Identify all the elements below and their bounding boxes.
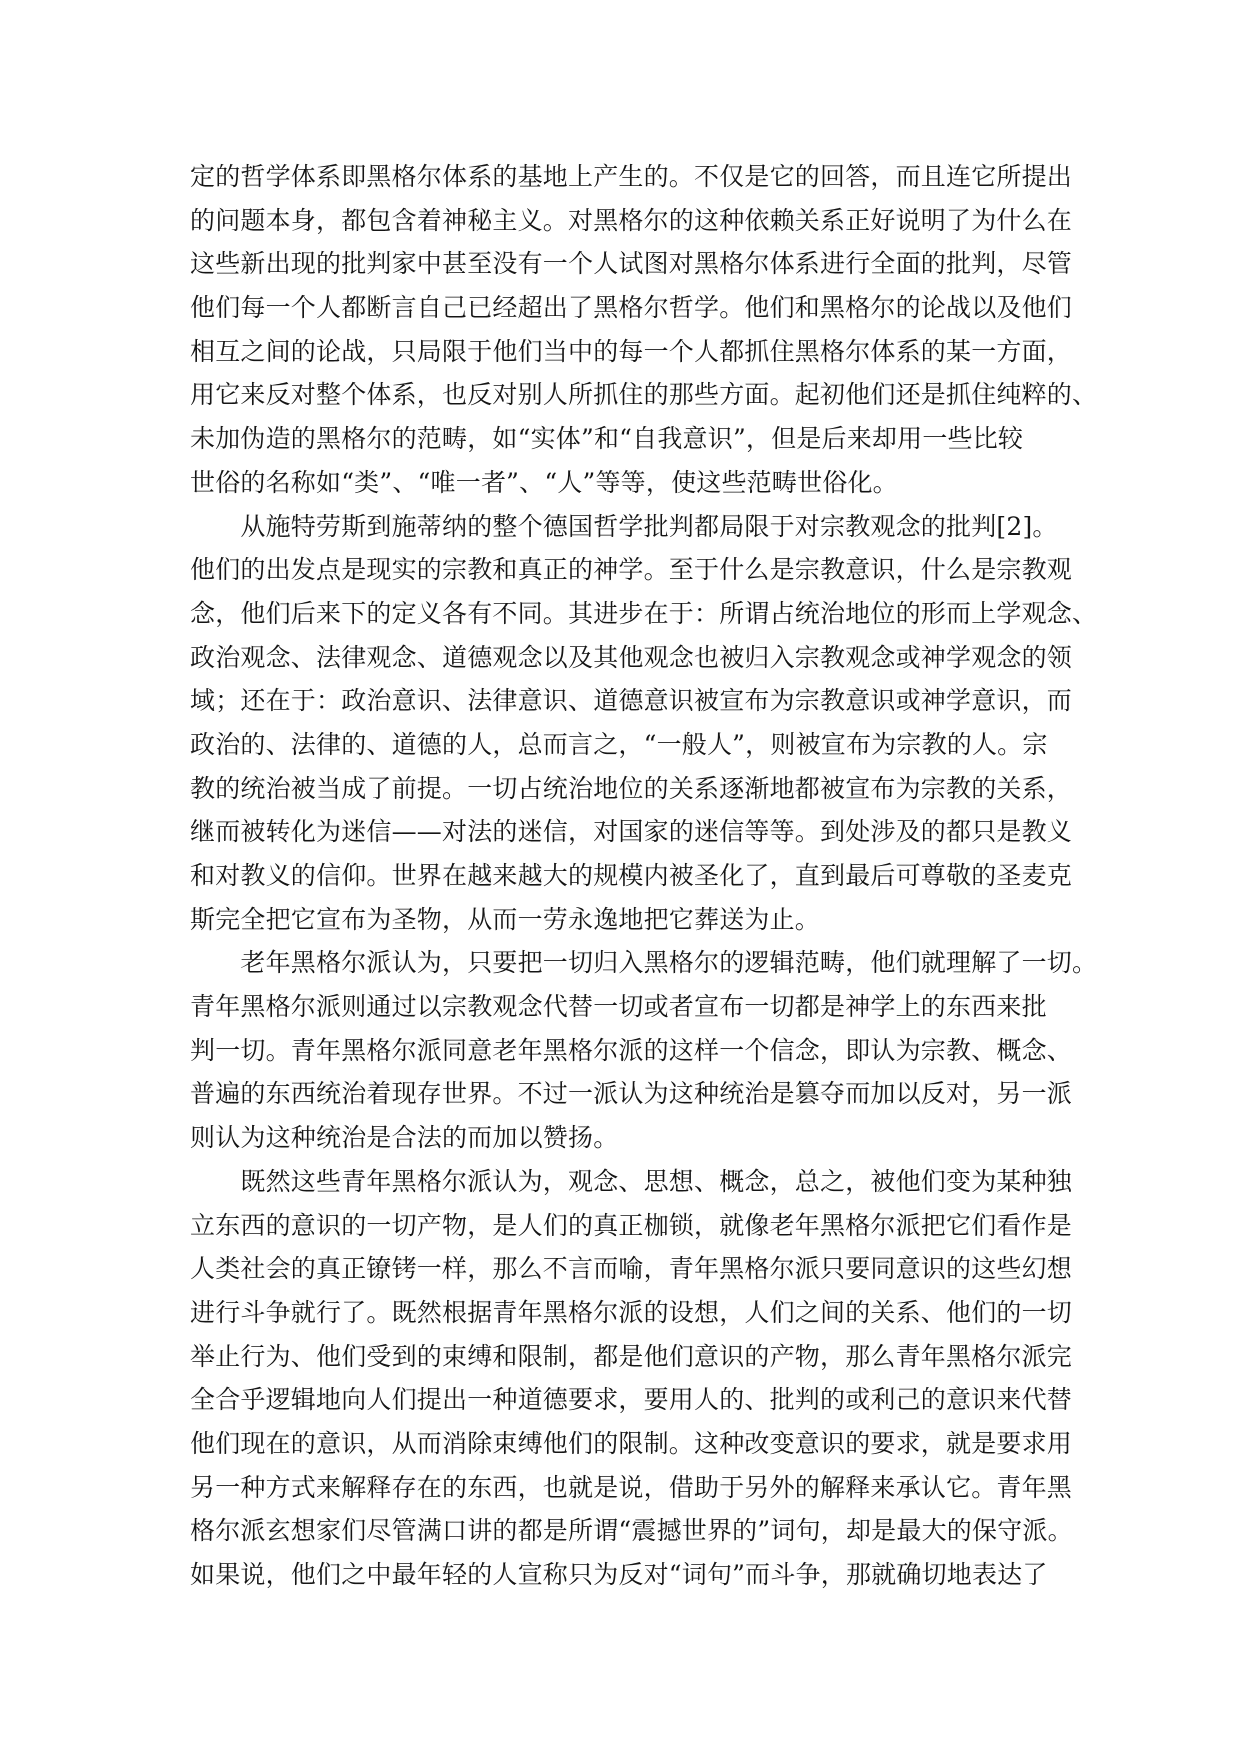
text-line: 念，他们后来下的定义各有不同。其进步在于：所谓占统治地位的形而上学观念、	[190, 598, 1098, 628]
text-line: 政治的、法律的、道德的人，总而言之，“一般人”，则被宣布为宗教的人。宗	[190, 729, 1048, 759]
text-line: 他们的出发点是现实的宗教和真正的神学。至于什么是宗教意识，什么是宗教观	[190, 555, 1073, 585]
paragraph-2	[190, 505, 1098, 942]
text-line: 未加伪造的黑格尔的范畴，如“实体”和“自我意识”，但是后来却用一些比较	[190, 424, 1024, 454]
body-text	[190, 155, 1098, 1597]
text-line: 进行斗争就行了。既然根据青年黑格尔派的设想，人们之间的关系、他们的一切	[190, 1297, 1073, 1327]
text-line: 全合乎逻辑地向人们提出一种道德要求，要用人的、批判的或利己的意识来代替	[190, 1385, 1073, 1415]
text-line: 如果说，他们之中最年轻的人宣称只为反对“词句”而斗争，那就确切地表达了	[190, 1560, 1048, 1589]
text-line: 他们每一个人都断言自己已经超出了黑格尔哲学。他们和黑格尔的论战以及他们	[190, 293, 1073, 323]
text-line: 既然这些青年黑格尔派认为，观念、思想、概念，总之，被他们变为某种独	[190, 1166, 1073, 1196]
text-line: 域；还在于：政治意识、法律意识、道德意识被宣布为宗教意识或神学意识，而	[190, 686, 1073, 716]
text-line: 定的哲学体系即黑格尔体系的基地上产生的。不仅是它的回答，而且连它所提出	[190, 162, 1073, 191]
text-line: 判一切。青年黑格尔派同意老年黑格尔派的这样一个信念，即认为宗教、概念、	[190, 1035, 1073, 1065]
text-line: 立东西的意识的一切产物，是人们的真正枷锁，就像老年黑格尔派把它们看作是	[190, 1210, 1073, 1240]
text-line: 政治观念、法律观念、道德观念以及其他观念也被归入宗教观念或神学观念的领	[190, 642, 1073, 672]
text-line: 和对教义的信仰。世界在越来越大的规模内被圣化了，直到最后可尊敬的圣麦克	[190, 861, 1073, 890]
text-line: 从施特劳斯到施蒂纳的整个德国哲学批判都局限于对宗教观念的批判[2]。	[190, 511, 1058, 541]
text-line: 教的统治被当成了前提。一切占统治地位的关系逐渐地都被宣布为宗教的关系，	[190, 773, 1073, 803]
text-line: 斯完全把它宣布为圣物，从而一劳永逸地把它葬送为止。	[190, 904, 821, 934]
paragraph-1	[190, 155, 1098, 505]
paragraph-3	[190, 941, 1098, 1159]
text-line: 人类社会的真正镣铐一样，那么不言而喻，青年黑格尔派只要同意识的这些幻想	[190, 1254, 1073, 1284]
text-line: 世俗的名称如“类”、“唯一者”、“人”等等，使这些范畴世俗化。	[190, 467, 898, 497]
text-line: 继而被转化为迷信——对法的迷信，对国家的迷信等等。到处涉及的都只是教义	[190, 817, 1073, 847]
text-line: 格尔派玄想家们尽管满口讲的都是所谓“震撼世界的”词句，却是最大的保守派。	[190, 1516, 1073, 1546]
text-line: 用它来反对整个体系，也反对别人所抓住的那些方面。起初他们还是抓住纯粹的、	[190, 380, 1098, 410]
text-line: 普遍的东西统治着现存世界。不过一派认为这种统治是篡夺而加以反对，另一派	[190, 1079, 1073, 1109]
text-line: 则认为这种统治是合法的而加以赞扬。	[190, 1123, 619, 1153]
paragraph-4	[190, 1160, 1073, 1597]
text-line: 他们现在的意识，从而消除束缚他们的限制。这种改变意识的要求，就是要求用	[190, 1428, 1073, 1458]
text-line: 青年黑格尔派则通过以宗教观念代替一切或者宣布一切都是神学上的东西来批	[190, 992, 1047, 1022]
text-line: 相互之间的论战，只局限于他们当中的每一个人都抓住黑格尔体系的某一方面，	[190, 336, 1073, 366]
text-line: 另一种方式来解释存在的东西，也就是说，借助于另外的解释来承认它。青年黑	[190, 1472, 1073, 1502]
text-line: 老年黑格尔派认为，只要把一切归入黑格尔的逻辑范畴，他们就理解了一切。	[190, 948, 1098, 978]
text-line: 的问题本身，都包含着神秘主义。对黑格尔的这种依赖关系正好说明了为什么在	[190, 205, 1073, 235]
text-line: 这些新出现的批判家中甚至没有一个人试图对黑格尔体系进行全面的批判，尽管	[190, 249, 1073, 279]
text-line: 举止行为、他们受到的束缚和限制，都是他们意识的产物，那么青年黑格尔派完	[190, 1341, 1073, 1371]
